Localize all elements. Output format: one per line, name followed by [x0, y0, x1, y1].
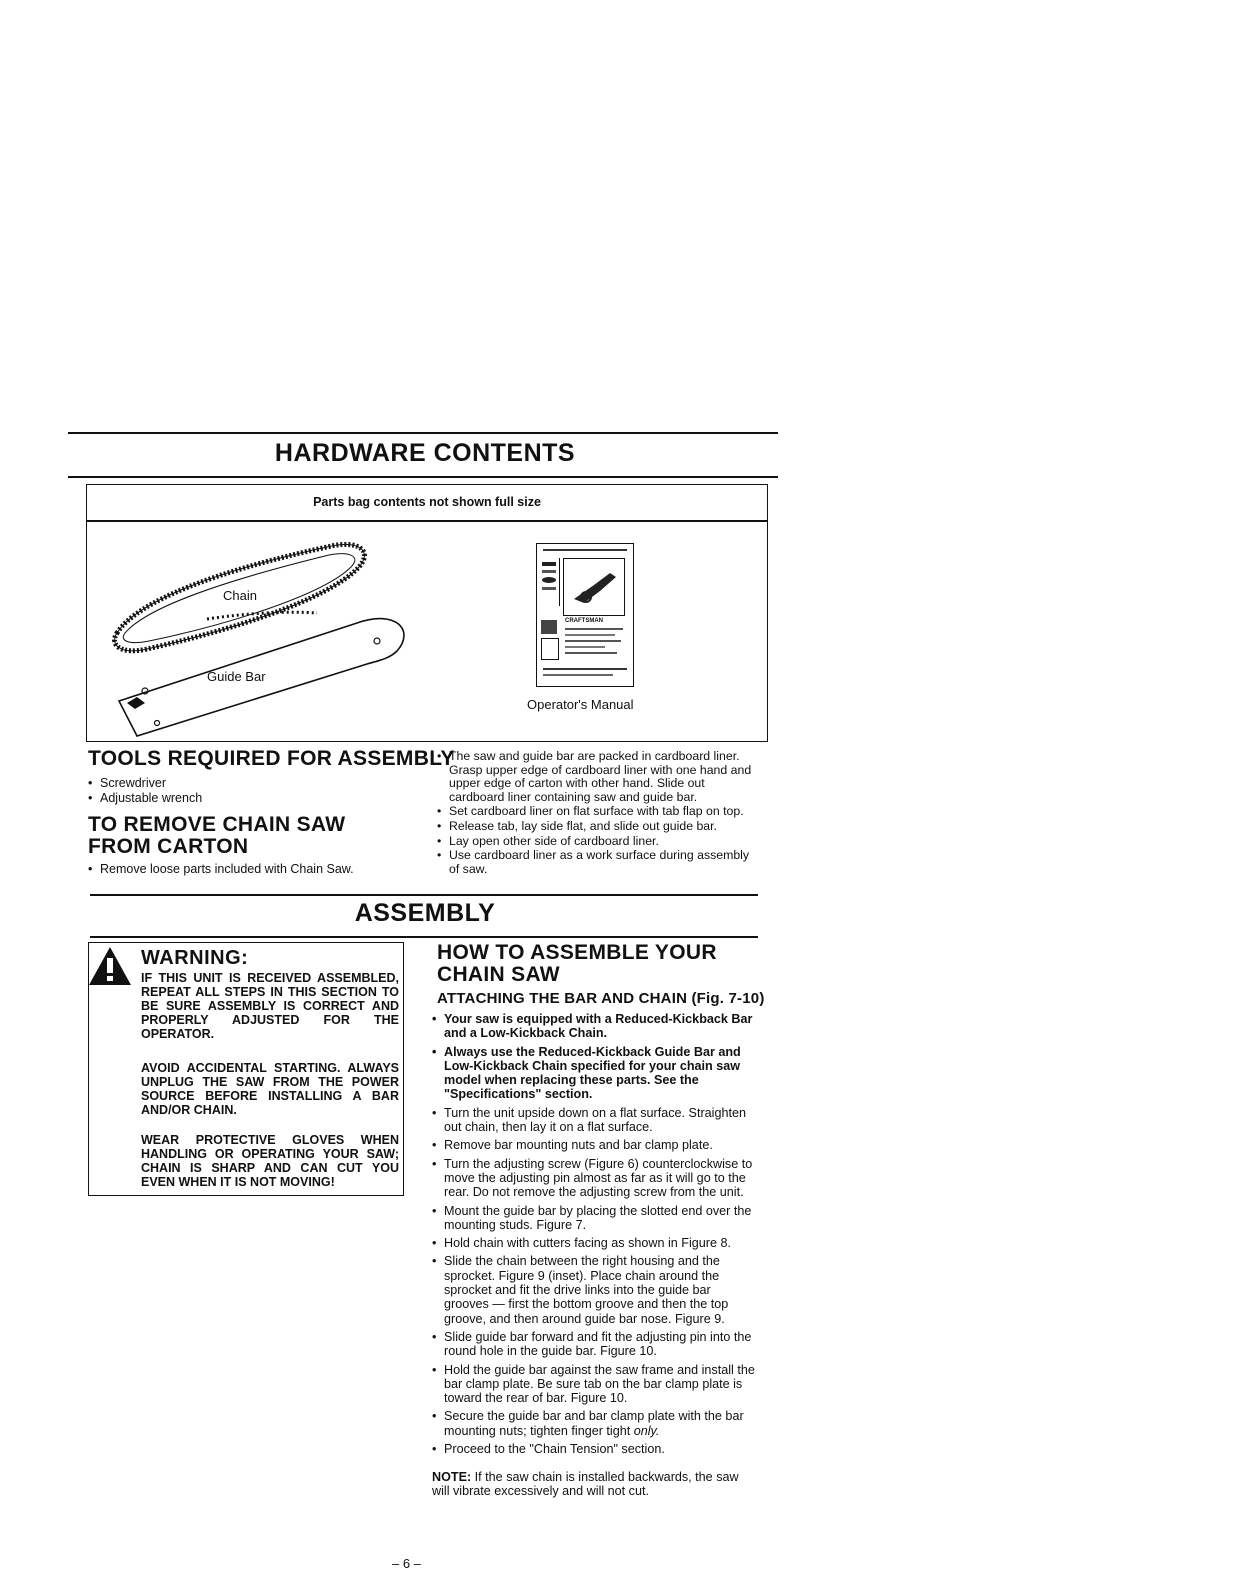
carton-steps-list — [437, 750, 757, 876]
carton-step: • Set cardboard liner on flat surface with tab flap on top. — [437, 805, 757, 819]
warning-paragraph: IF THIS UNIT IS RECEIVED ASSEMBLED, REPEAT ALL STEPS IN THIS SECTION TO BE SURE ASSEMBLY IS CORRECT AND PROPERLY ADJUSTED FOR THE OPERATOR. — [141, 971, 399, 1041]
top-rule — [68, 432, 778, 434]
carton-step: • Lay open other side of cardboard liner. — [437, 835, 757, 849]
hardware-title: HARDWARE CONTENTS — [274, 439, 576, 467]
operators-manual-image — [536, 543, 634, 687]
howto-heading: HOW TO ASSEMBLE YOUR CHAIN SAW — [437, 941, 717, 986]
howto-step: • Proceed to the "Chain Tension" section. — [432, 1442, 758, 1456]
howto-step: • Turn the unit upside down on a flat surface. Straighten out chain, then lay it on a flat surface. — [432, 1106, 758, 1135]
hardware-box-caption: Parts bag contents not shown full size — [313, 495, 541, 509]
warning-paragraph: WEAR PROTECTIVE GLOVES WHEN HANDLING OR OPERATING YOUR SAW; CHAIN IS SHARP AND CAN CUT YOU EVEN WHEN IT IS NOT MOVING! — [141, 1133, 399, 1189]
tools-item: • Adjustable wrench — [88, 791, 418, 806]
howto-step: • Remove bar mounting nuts and bar clamp plate. — [432, 1138, 758, 1152]
howto-step: • Slide the chain between the right housing and the sprocket. Figure 9 (inset). Place chain around the sprocket and fit the drive links into the guide bar grooves — first the bottom groove and then the top groove, and then around guide bar nose. Figure 9. — [432, 1254, 758, 1325]
carton-step: • Release tab, lay side flat, and slide out guide bar. — [437, 820, 757, 834]
manual-brand: CRAFTSMAN — [565, 618, 603, 624]
howto-step: • Hold chain with cutters facing as shown in Figure 8. — [432, 1236, 758, 1250]
remove-list — [88, 862, 418, 877]
note — [432, 1470, 758, 1499]
chainsaw-icon — [564, 559, 624, 615]
warning-box — [88, 942, 404, 1196]
howto-step: • Slide guide bar forward and fit the adjusting pin into the round hole in the guide bar. Figure 10. — [432, 1330, 758, 1359]
remove-item: • Remove loose parts included with Chain Saw. — [88, 862, 418, 877]
chain-guidebar-illustration — [97, 521, 427, 741]
operators-manual-label: Operator's Manual — [527, 697, 634, 712]
carton-step: • Use cardboard liner as a work surface during assembly of saw. — [437, 849, 757, 876]
warning-triangle-icon — [88, 946, 132, 986]
howto-step-secure: • Secure the guide bar and bar clamp plate with the bar mounting nuts; tighten finger tight only. — [432, 1409, 758, 1438]
hardware-title-rule — [68, 476, 778, 478]
assembly-bottom-rule — [90, 936, 758, 938]
assembly-top-rule — [90, 894, 758, 896]
hardware-box — [86, 484, 768, 742]
howto-step: • Always use the Reduced-Kickback Guide Bar and Low-Kickback Chain specified for your chain saw model when replacing these parts. See the "Specifications" section. — [432, 1045, 758, 1102]
note-label: NOTE: — [432, 1470, 472, 1484]
howto-subheading: ATTACHING THE BAR AND CHAIN (Fig. 7-10) — [437, 990, 765, 1007]
guide-bar-label: Guide Bar — [207, 669, 266, 684]
page-number: – 6 – — [392, 1556, 421, 1571]
warning-paragraph: AVOID ACCIDENTAL STARTING. ALWAYS UNPLUG THE SAW FROM THE POWER SOURCE BEFORE INSTALLING A BAR AND/OR CHAIN. — [141, 1061, 399, 1117]
tools-item: • Screwdriver — [88, 776, 418, 791]
chain-label: Chain — [223, 588, 257, 603]
tools-list — [88, 776, 418, 805]
howto-steps — [432, 1012, 758, 1460]
remove-heading: TO REMOVE CHAIN SAW FROM CARTON — [88, 813, 346, 858]
howto-step: • Mount the guide bar by placing the slotted end over the mounting studs. Figure 7. — [432, 1204, 758, 1233]
assembly-title: ASSEMBLY — [354, 899, 496, 927]
howto-step: • Hold the guide bar against the saw frame and install the bar clamp plate. Be sure tab on the bar clamp plate is toward the rear of bar. Figure 10. — [432, 1363, 758, 1406]
warning-heading: WARNING: — [141, 947, 249, 969]
howto-step: • Turn the adjusting screw (Figure 6) counterclockwise to move the adjusting pin almost as far as it will go to the rear. Do not remove the adjusting screw from the unit. — [432, 1157, 758, 1200]
howto-step: • Your saw is equipped with a Reduced-Kickback Bar and a Low-Kickback Chain. — [432, 1012, 758, 1041]
carton-step: • The saw and guide bar are packed in cardboard liner. Grasp upper edge of cardboard liner with one hand and upper edge of carton with other hand. Slide out cardboard liner containing saw and guide bar. — [437, 750, 757, 804]
note-text: If the saw chain is installed backwards, the saw will vibrate excessively and will not cut. — [432, 1470, 739, 1499]
tools-heading: TOOLS REQUIRED FOR ASSEMBLY — [88, 747, 455, 770]
